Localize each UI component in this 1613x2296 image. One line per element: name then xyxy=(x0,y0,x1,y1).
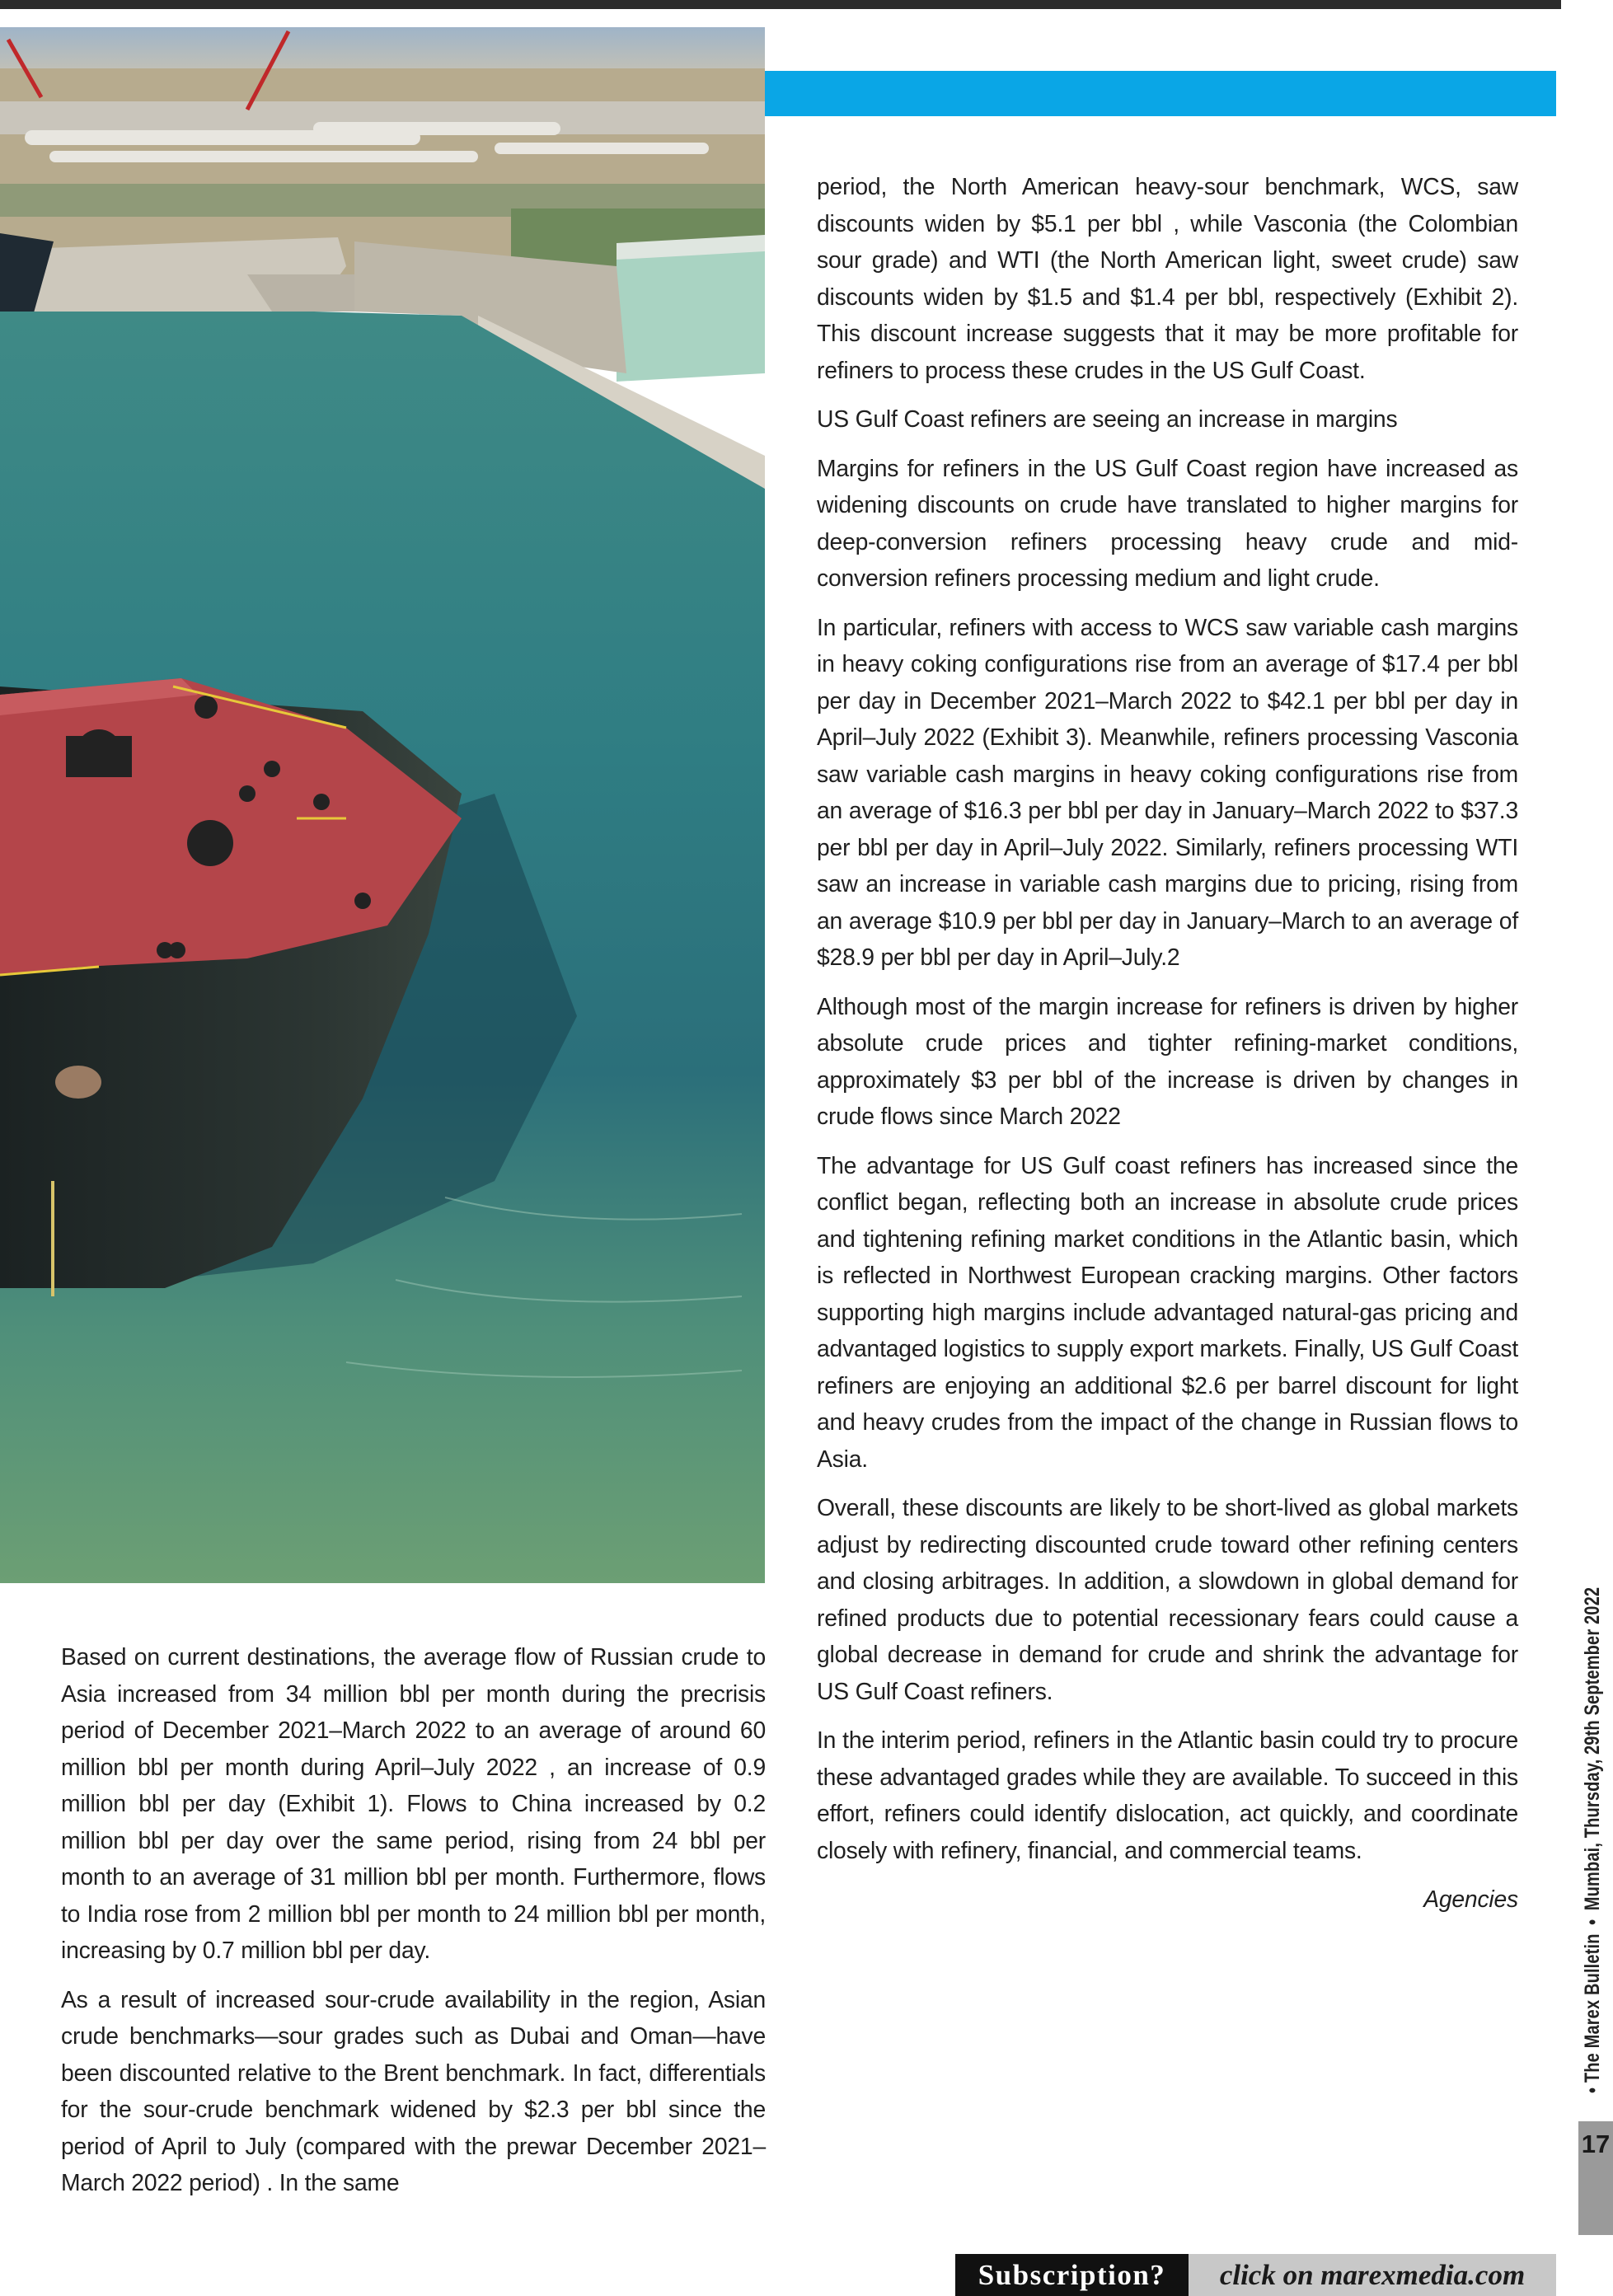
subscription-label: Subscription? xyxy=(955,2254,1189,2296)
separator-dot: • xyxy=(1581,2087,1604,2093)
paragraph: Overall, these discounts are likely to be short-lived as global markets adjust by redirecting discounted crude toward other refining centers and closing arbitrages. In addition, a slowdown in global demand for refined products due to potential recessionary fears could cause a global decrease in demand for crude and shrink the advantage for US Gulf Coast refiners. xyxy=(817,1494,1518,1704)
top-rule xyxy=(0,0,1561,9)
subscription-link[interactable]: click on marexmedia.com xyxy=(1189,2254,1556,2296)
right-column xyxy=(817,168,1518,1930)
running-footer xyxy=(1581,1587,1605,2093)
source-credit: Agencies xyxy=(1423,1886,1518,1912)
separator-dot: • xyxy=(1581,1919,1604,1925)
section-accent-bar xyxy=(765,71,1556,116)
paragraph: Margins for refiners in the US Gulf Coast region have increased as widening discounts on crude have translated to higher margins for deep-conversion refiners processing heavy crude and mid-conversion refiners processing medium and light crude. xyxy=(817,454,1518,591)
left-column xyxy=(61,1638,766,2214)
paragraph: The advantage for US Gulf coast refiners has increased since the conflict began, reflecting both an increase in absolute crude prices and tightening refining market conditions in the Atlantic basin, which is reflected in Northwest European cracking margins. Other factors supporting high margins include advantaged natural-gas pricing and advantaged logistics to supply export markets. Finally, US Gulf Coast refiners are enjoying an additional $2.6 per barrel discount for light and heavy crudes from the impact of the change in Russian flows to Asia. xyxy=(817,1151,1518,1472)
paragraph: In the interim period, refiners in the Atlantic basin could try to procure these advantaged grades while they are available. To succeed in this effort, refiners could identify dislocation, act quickly, and coordinate closely with refinery, financial, and commercial teams. xyxy=(817,1727,1518,1863)
subheading: US Gulf Coast refiners are seeing an increase in margins xyxy=(817,405,1398,432)
publication-name: The Marex Bulletin xyxy=(1581,1933,1604,2083)
paragraph: Based on current destinations, the average flow of Russian crude to Asia increased from 34 million bbl per month during the precrisis period of December 2021–March 2022 to an average of around 60 million bbl per month during April–July 2022 , an increase of 0.9 million bbl per day (Exhibit 1). Flows to China increased by 0.2 million bbl per day over the same period, rising from 24 bbl per month to an average of 31 million bbl per month. Furthermore, flows to India rose from 2 million bbl per month to 24 million bbl per month, increasing by 0.7 million bbl per day. xyxy=(61,1643,766,1963)
paragraph: As a result of increased sour-crude availability in the region, Asian crude benchmarks—sour grades such as Dubai and Oman—have been discounted relative to the Brent benchmark. In fact, differentials for the sour-crude benchmark widened by $2.3 per bbl since the period of April to July (compared with the prewar December 2021–March 2022 period) . In the same xyxy=(61,1985,766,2195)
paragraph: period, the North American heavy-sour benchmark, WCS, saw discounts widen by $5.1 per bbl , while Vasconia (the Colombian sour grade) and WTI (the North American light, sweet crude) saw discounts widen by $1.5 and $1.4 per bbl, respectively (Exhibit 2). This discount increase suggests that it may be more profitable for refiners to process these crudes in the US Gulf Coast. xyxy=(817,173,1518,383)
paragraph: In particular, refiners with access to WCS saw variable cash margins in heavy coking configurations rise from an average of $17.4 per bbl per day in December 2021–March 2022 to $42.1 per bbl per day in April–July 2022 (Exhibit 3). Meanwhile, refiners processing Vasconia saw variable cash margins in heavy coking configurations rise from an average of $16.3 per bbl per day in January–March 2022 to $37.3 per bbl per day in April–July 2022. Similarly, refiners processing WTI saw an increase in variable cash margins due to pricing, rising from an average $10.9 per bbl per day in January–March to an average of $28.9 per bbl per day in April–July.2 xyxy=(817,613,1518,970)
paragraph: Although most of the margin increase for refiners is driven by higher absolute crude prices and tighter refining-market conditions, approximately $3 per bbl of the increase is driven by changes in crude flows since March 2022 xyxy=(817,992,1518,1129)
page-number: 17 xyxy=(1581,2130,1611,2158)
ship-harbour-photo xyxy=(0,27,765,1583)
issue-date: Mumbai, Thursday, 29th September 2022 xyxy=(1581,1586,1604,1911)
